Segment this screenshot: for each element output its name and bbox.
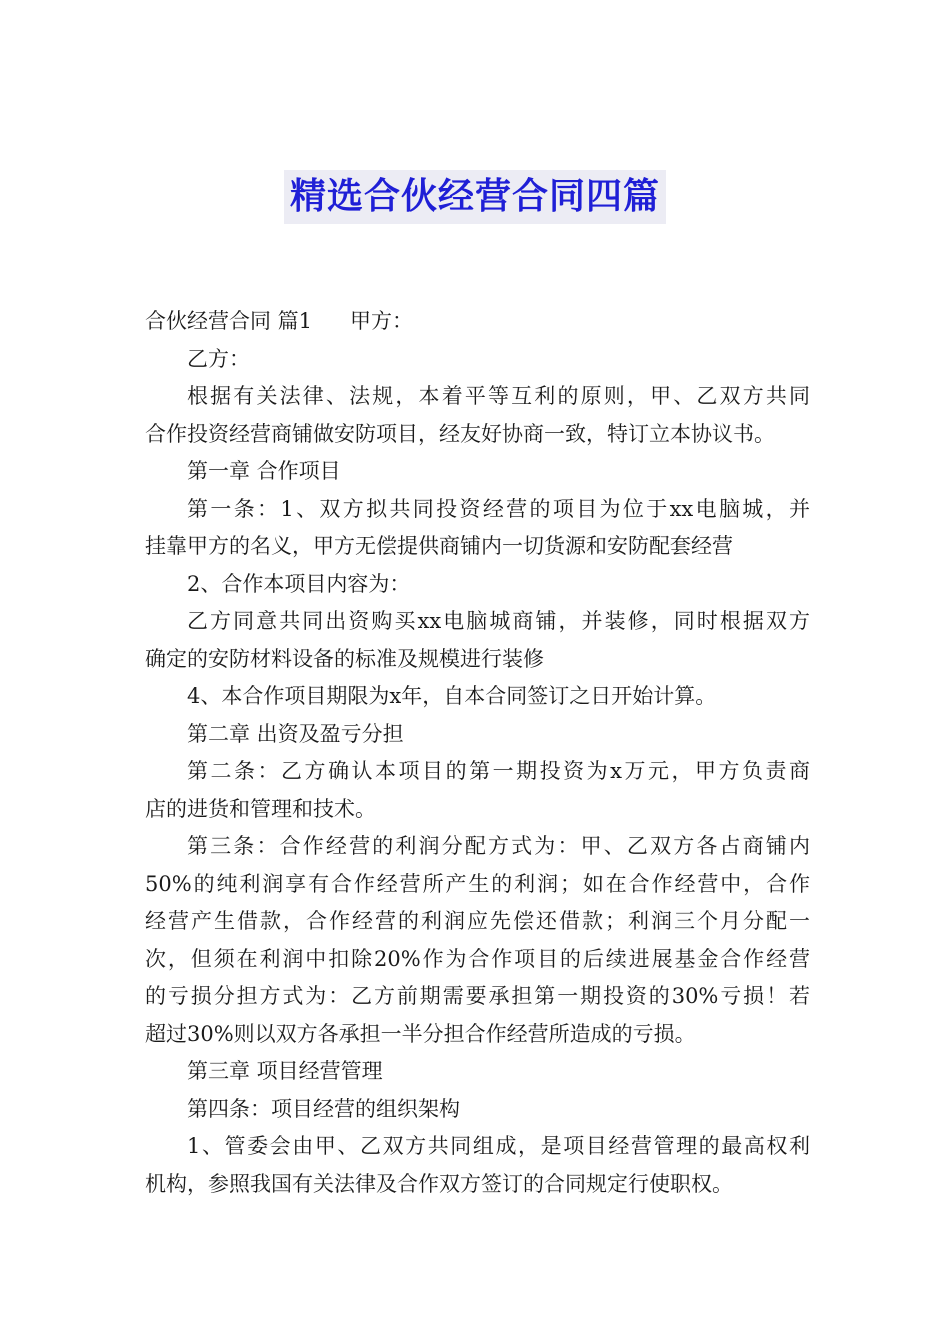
text-line: 第三条：合作经营的利润分配方式为：甲、乙双方各占商铺内 <box>187 834 810 858</box>
text-line: 店的进货和管理和技术。 <box>145 796 376 821</box>
title-area <box>0 170 950 224</box>
section-heading: 合伙经营合同 篇1 <box>145 309 313 333</box>
text-line: 第一条：1、双方拟共同投资经营的项目为位于xx电脑城，并 <box>187 496 810 521</box>
text-line: 乙方同意共同出资购买xx电脑城商铺，并装修，同时根据双方 <box>187 609 810 633</box>
text-line: 合作投资经营商铺做安防项目，经友好协商一致，特订立本协议书。 <box>145 421 775 446</box>
party-a-label: 甲方： <box>350 309 414 333</box>
text-line: 第二章 出资及盈亏分担 <box>187 721 404 746</box>
text-line: 根据有关法律、法规，本着平等互利的原则，甲、乙双方共同 <box>187 384 810 408</box>
text-line: 50%的纯利润享有合作经营所产生的利润；如在合作经营中，合作 <box>145 871 810 896</box>
text-line: 第三章 项目经营管理 <box>187 1059 383 1083</box>
text-line: 乙方： <box>187 346 250 371</box>
text-line: 次，但须在利润中扣除20%作为合作项目的后续进展基金合作经营 <box>145 946 810 971</box>
text-line: 的亏损分担方式为：乙方前期需要承担第一期投资的30%亏损！若 <box>145 984 810 1008</box>
text-line: 4、本合作项目期限为x年，自本合同签订之日开始计算。 <box>187 684 717 708</box>
text-line: 2、合作本项目内容为： <box>187 571 411 596</box>
text-line: 确定的安防材料设备的标准及规模进行装修 <box>145 646 544 671</box>
text-line: 第一章 合作项目 <box>187 459 341 483</box>
text-line: 超过30%则以双方各承担一半分担合作经营所造成的亏损。 <box>145 1021 696 1046</box>
text-line: 1、管委会由甲、乙双方共同组成，是项目经营管理的最高权利 <box>187 1134 810 1158</box>
text-line: 第四条：项目经营的组织架构 <box>187 1096 460 1121</box>
paragraph-lines <box>145 341 810 1204</box>
section-heading-line <box>145 303 810 341</box>
document-body <box>145 303 810 1203</box>
text-line: 机构，参照我国有关法律及合作双方签订的合同规定行使职权。 <box>145 1171 733 1196</box>
text-line: 经营产生借款，合作经营的利润应先偿还借款；利润三个月分配一 <box>145 909 810 933</box>
text-line: 挂靠甲方的名义，甲方无偿提供商铺内一切货源和安防配套经营 <box>145 534 733 558</box>
text-line: 第二条：乙方确认本项目的第一期投资为x万元，甲方负责商 <box>187 759 810 783</box>
document-title: 精选合伙经营合同四篇 <box>284 170 666 224</box>
